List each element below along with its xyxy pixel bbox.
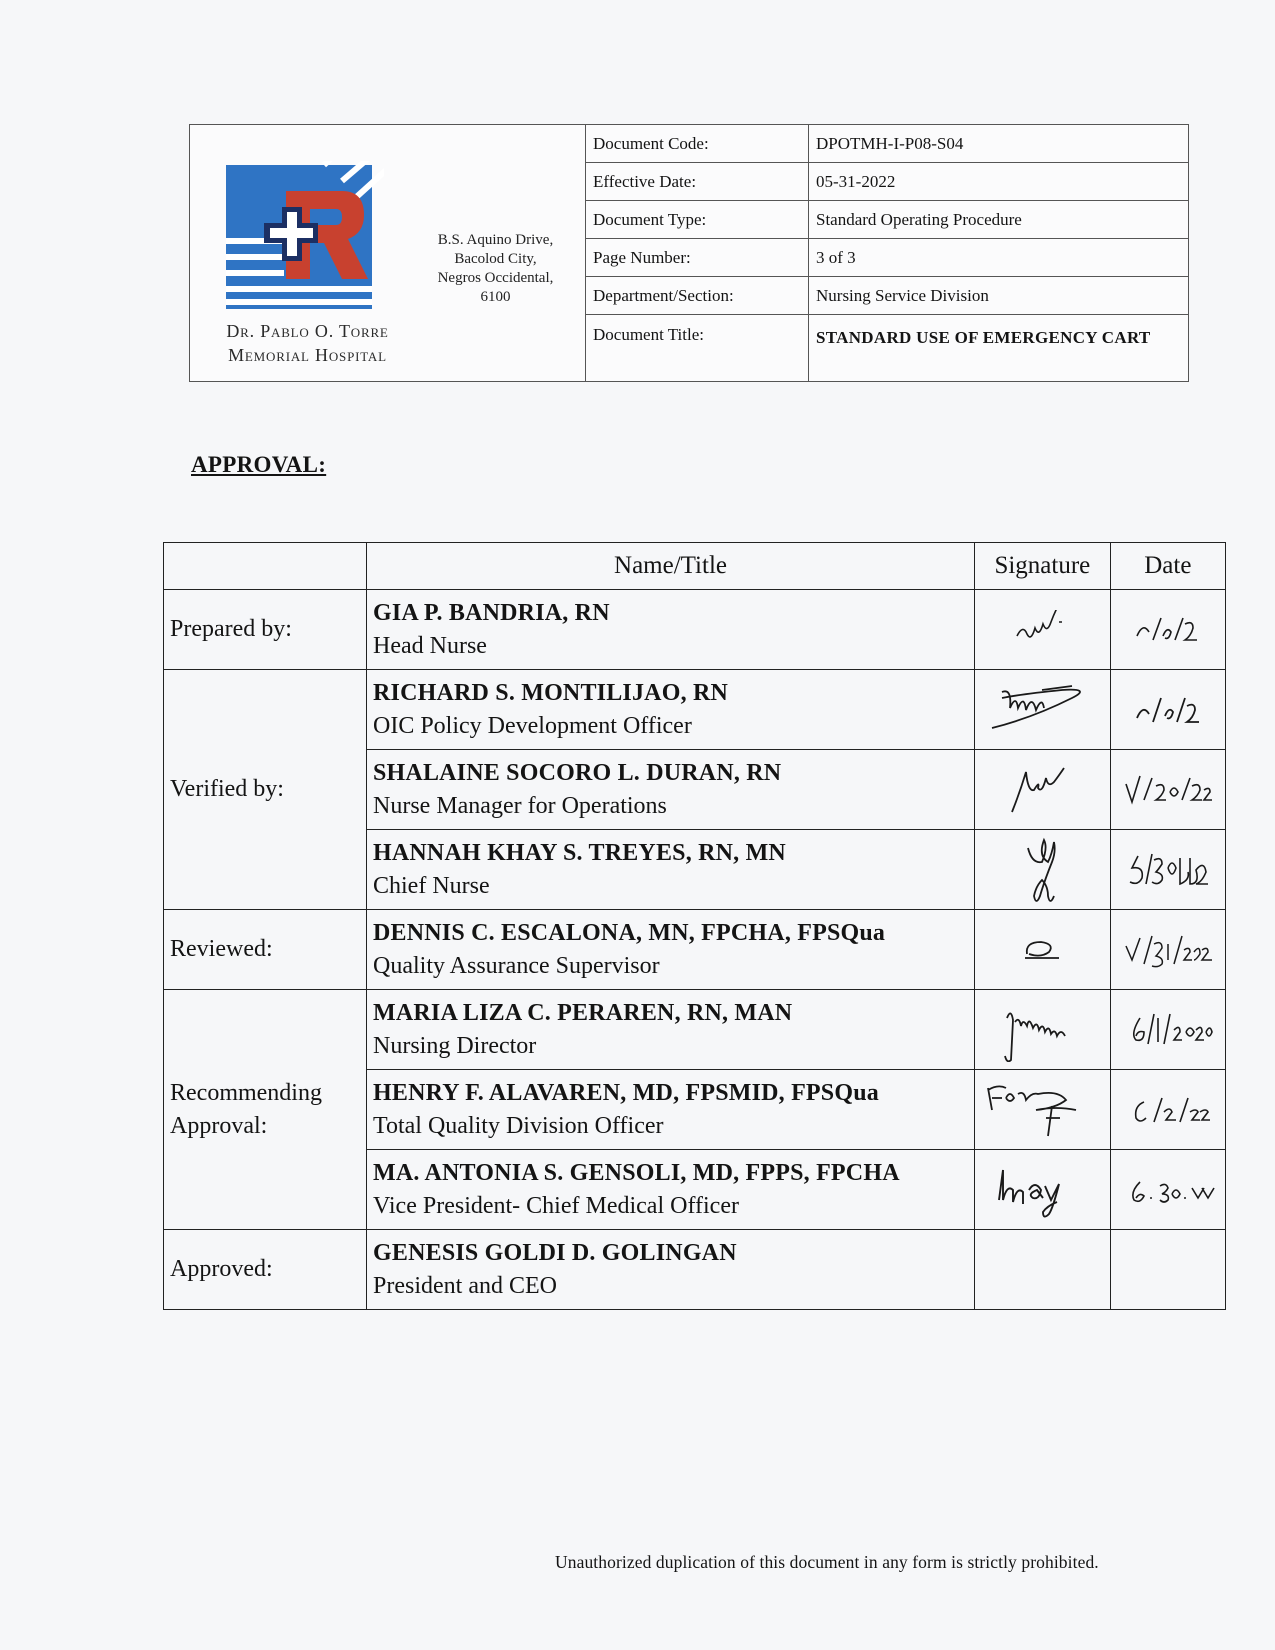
handwritten-date: [1110, 670, 1225, 750]
address-line: B.S. Aquino Drive,: [437, 232, 554, 248]
name-title-cell: [367, 1230, 975, 1310]
handwritten-date-mark: [1120, 1090, 1216, 1130]
role-verified: Verified by:: [164, 670, 367, 910]
name-title-cell: [367, 750, 975, 830]
handwritten-date-mark: [1120, 1008, 1216, 1052]
signatory-title: Total Quality Division Officer: [373, 1112, 664, 1139]
meta-label: Document Title:: [586, 315, 809, 382]
signature-cell: [975, 1070, 1111, 1150]
handwritten-date: [1110, 830, 1225, 910]
name-title-cell: [367, 910, 975, 990]
meta-label: Document Type:: [586, 201, 809, 239]
handwritten-signature: [987, 1160, 1097, 1220]
handwritten-date-mark: [1120, 1170, 1216, 1210]
signatory-title: Nursing Director: [373, 1032, 537, 1059]
address-line: 6100: [480, 289, 511, 305]
handwritten-signature: [987, 998, 1097, 1062]
handwritten-signature: [992, 762, 1092, 818]
effective-date-value: 05-31-2022: [809, 163, 1189, 201]
signatory-name: DENNIS C. ESCALONA, MN, FPCHA, FPSQua: [373, 919, 886, 946]
table-row: [164, 1230, 1226, 1310]
department-value: Nursing Service Division: [809, 277, 1189, 315]
meta-row: [586, 163, 1188, 201]
meta-row: [586, 315, 1188, 382]
handwritten-signature: [1002, 834, 1082, 906]
signatory-name: SHALAINE SOCORO L. DURAN, RN: [373, 759, 782, 786]
role-reviewed: Reviewed:: [164, 910, 367, 990]
document-code-value: DPOTMH-I-P08-S04: [809, 125, 1189, 163]
handwritten-date: [1110, 590, 1225, 670]
meta-row: [586, 125, 1188, 163]
signature-cell: [975, 590, 1111, 670]
handwritten-date-mark: [1123, 610, 1213, 650]
meta-row: [586, 277, 1188, 315]
handwritten-date-mark: [1118, 930, 1218, 970]
signatory-title: President and CEO: [373, 1272, 557, 1299]
document-title-value: STANDARD USE OF EMERGENCY CART: [816, 328, 1151, 347]
signatory-name: RICHARD S. MONTILIJAO, RN: [373, 679, 729, 706]
signature-cell: [975, 750, 1111, 830]
signatory-title: Chief Nurse: [373, 872, 490, 899]
handwritten-date: [1110, 910, 1225, 990]
handwritten-date: [1110, 990, 1225, 1070]
table-row: [164, 990, 1226, 1070]
table-row: [164, 670, 1226, 750]
handwritten-signature: [1007, 932, 1077, 968]
signatory-name: HANNAH KHAY S. TREYES, RN, MN: [373, 839, 786, 866]
handwritten-signature: [982, 1078, 1102, 1142]
duplication-notice: Unauthorized duplication of this document in any form is strictly prohibited.: [555, 1552, 1099, 1572]
name-title-cell: [367, 1150, 975, 1230]
signature-cell: [975, 910, 1111, 990]
table-row: [164, 590, 1226, 670]
signatory-name: HENRY F. ALAVAREN, MD, FPSMID, FPSQua: [373, 1079, 879, 1106]
signatory-name: GIA P. BANDRIA, RN: [373, 599, 610, 626]
handwritten-date: [1110, 1150, 1225, 1230]
hospital-logo-icon: [224, 161, 384, 321]
meta-row: [586, 201, 1188, 239]
signatory-title: Nurse Manager for Operations: [373, 792, 667, 819]
date-column-header: Date: [1110, 543, 1225, 590]
date-cell-empty: [1110, 1230, 1225, 1310]
handwritten-signature: [982, 680, 1102, 740]
name-title-cell: [367, 830, 975, 910]
handwritten-signature: [997, 610, 1087, 650]
signature-cell: [975, 670, 1111, 750]
meta-row: [586, 239, 1188, 277]
meta-label: Department/Section:: [586, 277, 809, 315]
name-title-cell: [367, 1070, 975, 1150]
signature-cell: [975, 830, 1111, 910]
signatory-name: MARIA LIZA C. PERAREN, RN, MAN: [373, 999, 793, 1026]
signature-column-header: Signature: [975, 543, 1111, 590]
approval-table: [163, 542, 1226, 1310]
role-prepared: Prepared by:: [164, 590, 367, 670]
role-approved: Approved:: [164, 1230, 367, 1310]
hospital-name-line1: Dr. Pablo O. Torre: [226, 321, 389, 341]
signature-cell: [975, 1150, 1111, 1230]
hospital-logo-cell: [190, 125, 586, 381]
document-meta-table: [586, 125, 1188, 381]
meta-label: Effective Date:: [586, 163, 809, 201]
meta-label: Page Number:: [586, 239, 809, 277]
table-row: [164, 910, 1226, 990]
hospital-address: [418, 231, 573, 307]
handwritten-date: [1110, 1070, 1225, 1150]
signature-cell: [975, 990, 1111, 1070]
address-line: Bacolod City,: [454, 251, 537, 267]
name-title-cell: [367, 590, 975, 670]
address-line: Negros Occidental,: [437, 270, 554, 286]
signatory-name: MA. ANTONIA S. GENSOLI, MD, FPPS, FPCHA: [373, 1159, 900, 1186]
approval-heading: APPROVAL:: [191, 452, 327, 477]
handwritten-date: [1110, 750, 1225, 830]
hospital-name-line2: Memorial Hospital: [228, 345, 387, 365]
signatory-title: Head Nurse: [373, 632, 487, 659]
name-title-cell: [367, 670, 975, 750]
handwritten-date-mark: [1123, 690, 1213, 730]
signatory-name: GENESIS GOLDI D. GOLINGAN: [373, 1239, 737, 1266]
name-title-cell: [367, 990, 975, 1070]
handwritten-date-mark: [1120, 848, 1216, 892]
role-recommending: Recommending Approval:: [164, 990, 367, 1230]
signature-cell-empty: [975, 1230, 1111, 1310]
document-type-value: Standard Operating Procedure: [809, 201, 1189, 239]
approval-header-row: [164, 543, 1226, 590]
handwritten-date-mark: [1118, 770, 1218, 810]
signatory-title: Quality Assurance Supervisor: [373, 952, 660, 979]
name-title-column-header: Name/Title: [367, 543, 975, 590]
signatory-title: OIC Policy Development Officer: [373, 712, 692, 739]
meta-label: Document Code:: [586, 125, 809, 163]
signatory-title: Vice President- Chief Medical Officer: [373, 1192, 739, 1219]
hospital-name: [200, 319, 415, 367]
document-header: [189, 124, 1189, 382]
role-column-header: [164, 543, 367, 590]
page-number-value: 3 of 3: [809, 239, 1189, 277]
